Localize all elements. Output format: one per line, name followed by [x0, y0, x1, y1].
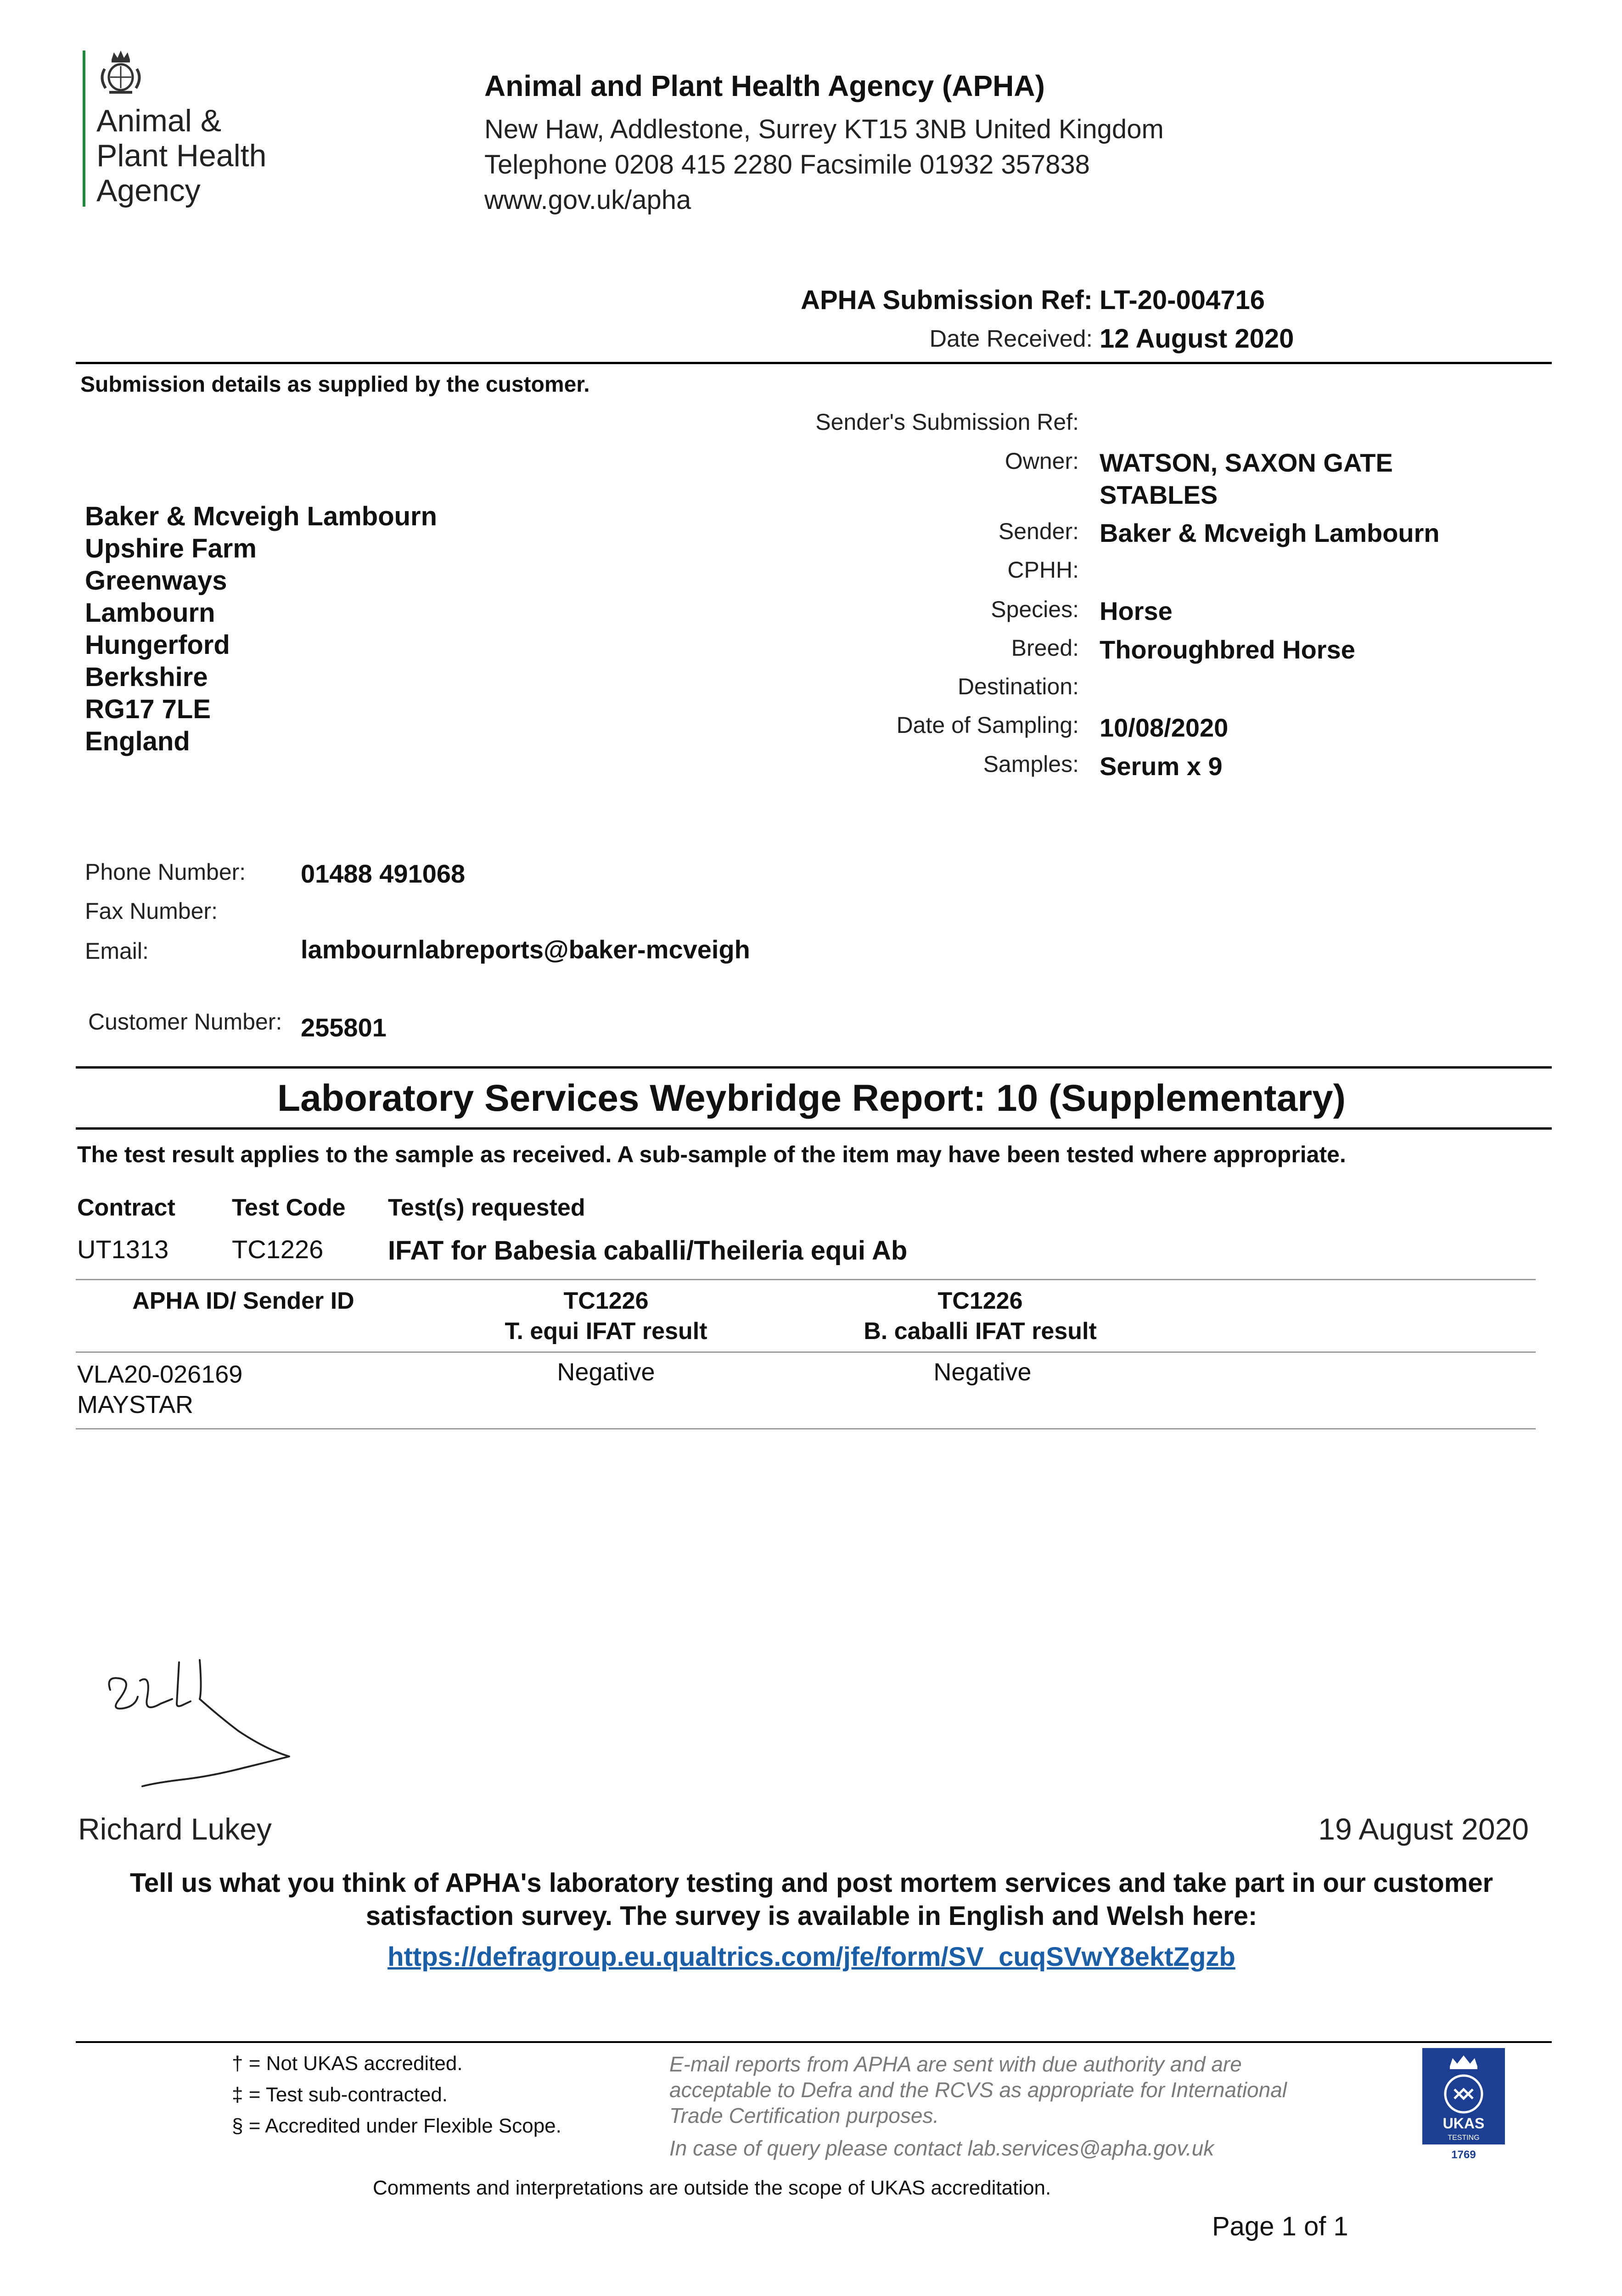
submission-ref-value: LT-20-004716 — [1100, 285, 1265, 315]
email-label: Email: — [85, 938, 149, 964]
results-col-tequi-header: TC1226 T. equi IFAT result — [505, 1288, 707, 1345]
ukas-badge — [1422, 2048, 1505, 2163]
result-t-equi: Negative — [557, 1358, 655, 1386]
signoff-date: 19 August 2020 — [1318, 1812, 1529, 1846]
logo-green-bar — [83, 51, 85, 207]
customer-number-label: Customer Number: — [88, 1009, 282, 1035]
ukas-crown-icon — [1422, 2048, 1505, 2163]
agency-website: www.gov.uk/apha — [484, 185, 691, 215]
accreditation-legend: † = Not UKAS accredited. ‡ = Test sub-contracted. § = Accredited under Flexible Scope. — [232, 2052, 561, 2137]
ukas-number: 1769 — [1451, 2149, 1476, 2161]
test-code-value: TC1226 — [232, 1235, 324, 1264]
report-title-top-rule — [76, 1066, 1552, 1069]
result-b-caballi: Negative — [933, 1358, 1032, 1386]
owner-value-cont: STABLES — [1100, 480, 1218, 509]
ukas-comments-note: Comments and interpretations are outside the scope of UKAS accreditation. — [373, 2177, 1051, 2199]
owner-label: Owner: — [1005, 448, 1079, 474]
report-title-bottom-rule — [76, 1127, 1552, 1130]
report-title: Laboratory Services Weybridge Report: 10 (Supplementary) — [277, 1077, 1346, 1119]
survey-message: Tell us what you think of APHA's laboratory testing and post mortem services and take part in our customer satisfaction survey. The survey is available in English and Welsh here: — [129, 1868, 1493, 1931]
submission-intro: Submission details as supplied by the customer. — [80, 372, 590, 397]
signatory-name: Richard Lukey — [78, 1812, 272, 1846]
survey-link[interactable]: https://defragroup.eu.qualtrics.com/jfe/form/SV_cuqSVwY8ektZgzb — [387, 1942, 1235, 1972]
sender-value: Baker & Mcveigh Lambourn — [1100, 518, 1440, 547]
email-value: lambournlabreports@baker-mcveigh — [301, 935, 750, 964]
sampling-date-value: 10/08/2020 — [1100, 713, 1229, 742]
species-label: Species: — [991, 597, 1079, 622]
results-header-rule — [76, 1351, 1536, 1353]
fax-label: Fax Number: — [85, 898, 218, 924]
results-col-id-header: APHA ID/ Sender ID — [132, 1288, 354, 1314]
breed-label: Breed: — [1011, 635, 1079, 661]
sender-submission-ref-label: Sender's Submission Ref: — [815, 409, 1079, 435]
footer-divider — [76, 2041, 1552, 2043]
results-bottom-rule — [76, 1428, 1536, 1429]
result-apha-id: VLA20-026169 — [77, 1361, 243, 1388]
date-received-value: 12 August 2020 — [1100, 324, 1294, 354]
agency-name: Animal and Plant Health Agency (APHA) — [484, 69, 1045, 102]
royal-crest-icon — [95, 46, 146, 99]
species-value: Horse — [1100, 597, 1173, 625]
page-number: Page 1 of 1 — [1212, 2212, 1348, 2241]
phone-value: 01488 491068 — [301, 859, 466, 888]
samples-value: Serum x 9 — [1100, 752, 1223, 781]
ukas-sub: TESTING — [1448, 2134, 1480, 2142]
ukas-text: UKAS — [1442, 2115, 1485, 2132]
customer-number-value: 255801 — [301, 1013, 387, 1042]
owner-value: WATSON, SAXON GATE — [1100, 448, 1393, 477]
cphh-label: CPHH: — [1007, 557, 1079, 583]
tests-requested-header: Test(s) requested — [388, 1194, 585, 1221]
breed-value: Thoroughbred Horse — [1100, 635, 1355, 664]
result-sender-id: MAYSTAR — [77, 1391, 194, 1418]
phone-label: Phone Number: — [85, 859, 246, 885]
header-divider — [76, 362, 1552, 364]
logo-wordmark: Animal & Plant Health Agency — [96, 103, 267, 208]
destination-label: Destination: — [957, 674, 1079, 699]
sampling-date-label: Date of Sampling: — [896, 712, 1079, 738]
tests-requested-value: IFAT for Babesia caballi/Theileria equi Ab — [388, 1236, 908, 1266]
agency-telephone: Telephone 0208 415 2280 Facsimile 01932 357838 — [484, 150, 1090, 180]
submission-ref-label: APHA Submission Ref: — [801, 285, 1093, 315]
customer-address: Baker & Mcveigh Lambourn Upshire Farm Greenways Lambourn Hungerford Berkshire RG17 7LE England — [85, 501, 438, 756]
email-report-note: E-mail reports from APHA are sent with due authority and are acceptable to Defra and the RCVS as appropriate for International Trade Certification purposes. — [669, 2052, 1287, 2127]
date-received-label: Date Received: — [929, 326, 1093, 352]
results-col-bcaballi-header: TC1226 B. caballi IFAT result — [864, 1288, 1097, 1345]
test-code-header: Test Code — [232, 1194, 346, 1221]
sender-label: Sender: — [998, 518, 1079, 544]
query-contact-note: In case of query please contact lab.services@apha.gov.uk — [669, 2136, 1214, 2160]
report-disclaimer: The test result applies to the sample as received. A sub-sample of the item may have been tested where appropriate. — [77, 1142, 1346, 1167]
results-table-top-rule — [76, 1279, 1536, 1280]
samples-label: Samples: — [983, 751, 1079, 777]
contract-value: UT1313 — [77, 1235, 169, 1264]
contract-header: Contract — [77, 1194, 175, 1221]
agency-address: New Haw, Addlestone, Surrey KT15 3NB United Kingdom — [484, 114, 1164, 144]
signature-image — [92, 1653, 321, 1802]
